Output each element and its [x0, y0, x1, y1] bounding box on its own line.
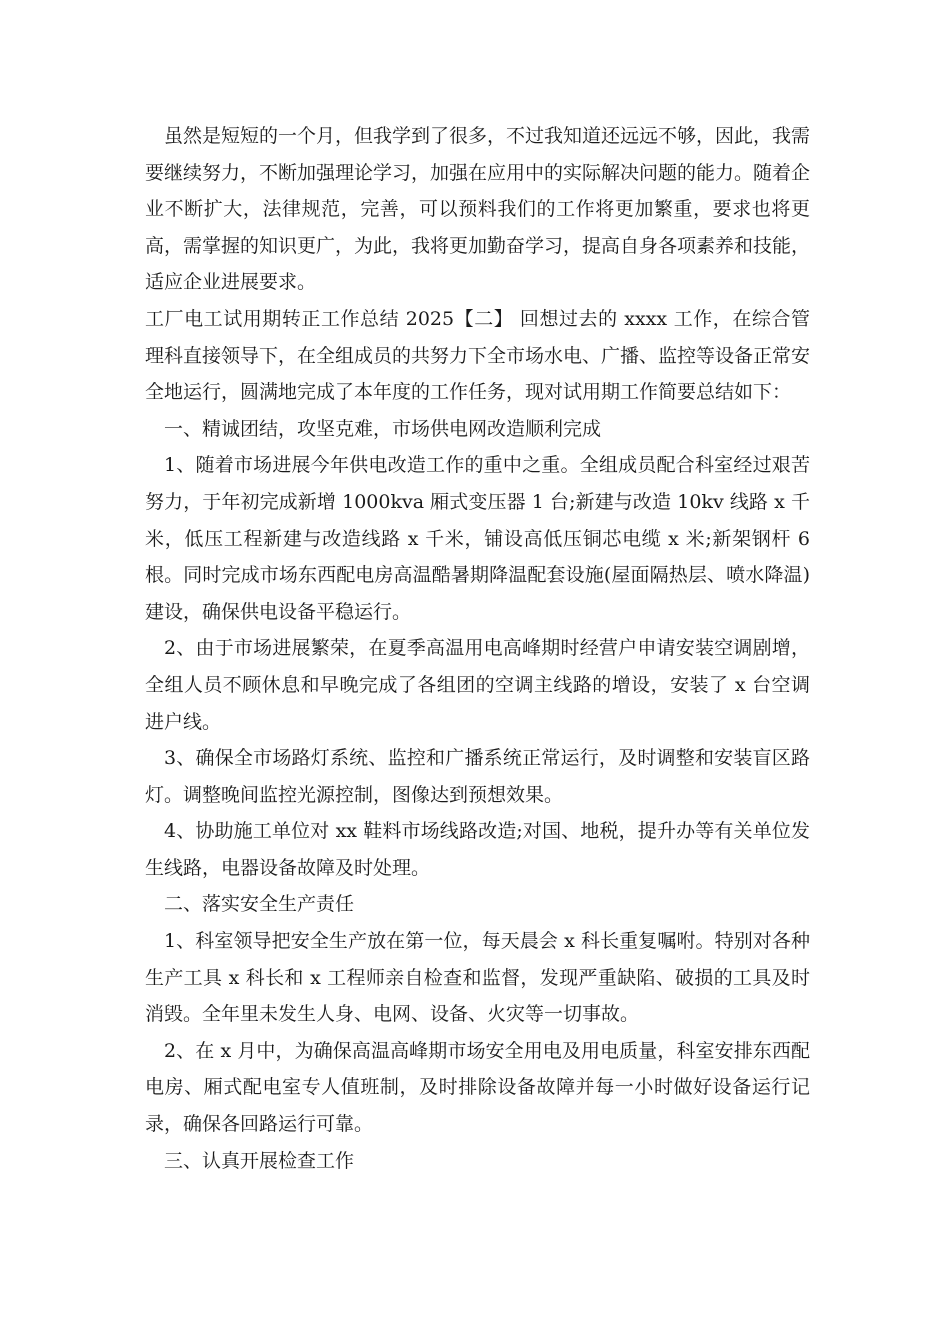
- paragraph-safety-item-1: 1、科室领导把安全生产放在第一位，每天晨会 x 科长重复嘱咐。特别对各种生产工具 x 科长和 x 工程师亲自检查和监督，发现严重缺陷、破损的工具及时消毁。全年里未发生人身、电网、设备、火灾等一切事故。: [145, 930, 810, 1026]
- paragraph-summary-intro: 虽然是短短的一个月，但我学到了很多，不过我知道还远远不够，因此，我需要继续努力，不断加强理论学习，加强在应用中的实际解决问题的能力。随着企业不断扩大，法律规范，完善，可以预料我们的工作将更加繁重，要求也将更高，需掌握的知识更广，为此，我将更加勤奋学习，提高自身各项素养和技能，适应企业进展要求。: [145, 125, 811, 294]
- heading-inspection-work: 三、认真开展检查工作: [164, 1149, 355, 1172]
- paragraph-item-1-grid-upgrade: 1、随着市场进展今年供电改造工作的重中之重。全组成员配合科室经过艰苦努力，于年初完成新增 1000kva 厢式变压器 1 台;新建与改造 10kv 线路 x 千米，低压工程新建与改造线路 x 千米，铺设高低压铜芯电缆 x 米;新架钢杆 6 根。同时完成市场东西配电房高温酷暑期降温配套设施(屋面隔热层、喷水降温)建设，确保供电设备平稳运行。: [145, 454, 810, 623]
- heading-unity-grid-upgrade: 一、精诚团结，攻坚克难，市场供电网改造顺利完成: [164, 417, 602, 440]
- paragraph-safety-item-2: 2、在 x 月中，为确保高温高峰期市场安全用电及用电质量，科室安排东西配电房、厢式配电室专人值班制，及时排除设备故障并每一小时做好设备运行记录，确保各回路运行可靠。: [145, 1039, 810, 1136]
- paragraph-item-4-assist-construction: 4、协助施工单位对 xx 鞋料市场线路改造;对国、地税，提升办等有关单位发生线路，电器设备故障及时处理。: [145, 820, 810, 879]
- paragraph-item-2-aircon-lines: 2、由于市场进展繁荣，在夏季高温用电高峰期时经营户申请安装空调剧增，全组人员不顾休息和早晚完成了各组团的空调主线路的增设，安装了 x 台空调进户线。: [145, 637, 810, 733]
- heading-safety-responsibility: 二、落实安全生产责任: [164, 893, 355, 916]
- paragraph-title-section-two: 工厂电工试用期转正工作总结 2025【二】 回想过去的 xxxx 工作，在综合管理科直接领导下，在全组成员的共努力下全市场水电、广播、监控等设备正常安全地运行，圆满地完成了本年度的工作任务，现对试用期工作简要总结如下：: [145, 307, 811, 404]
- paragraph-item-3-streetlights: 3、确保全市场路灯系统、监控和广播系统正常运行，及时调整和安装盲区路灯。调整晚间监控光源控制，图像达到预想效果。: [145, 747, 810, 806]
- document-body: [145, 118, 810, 1179]
